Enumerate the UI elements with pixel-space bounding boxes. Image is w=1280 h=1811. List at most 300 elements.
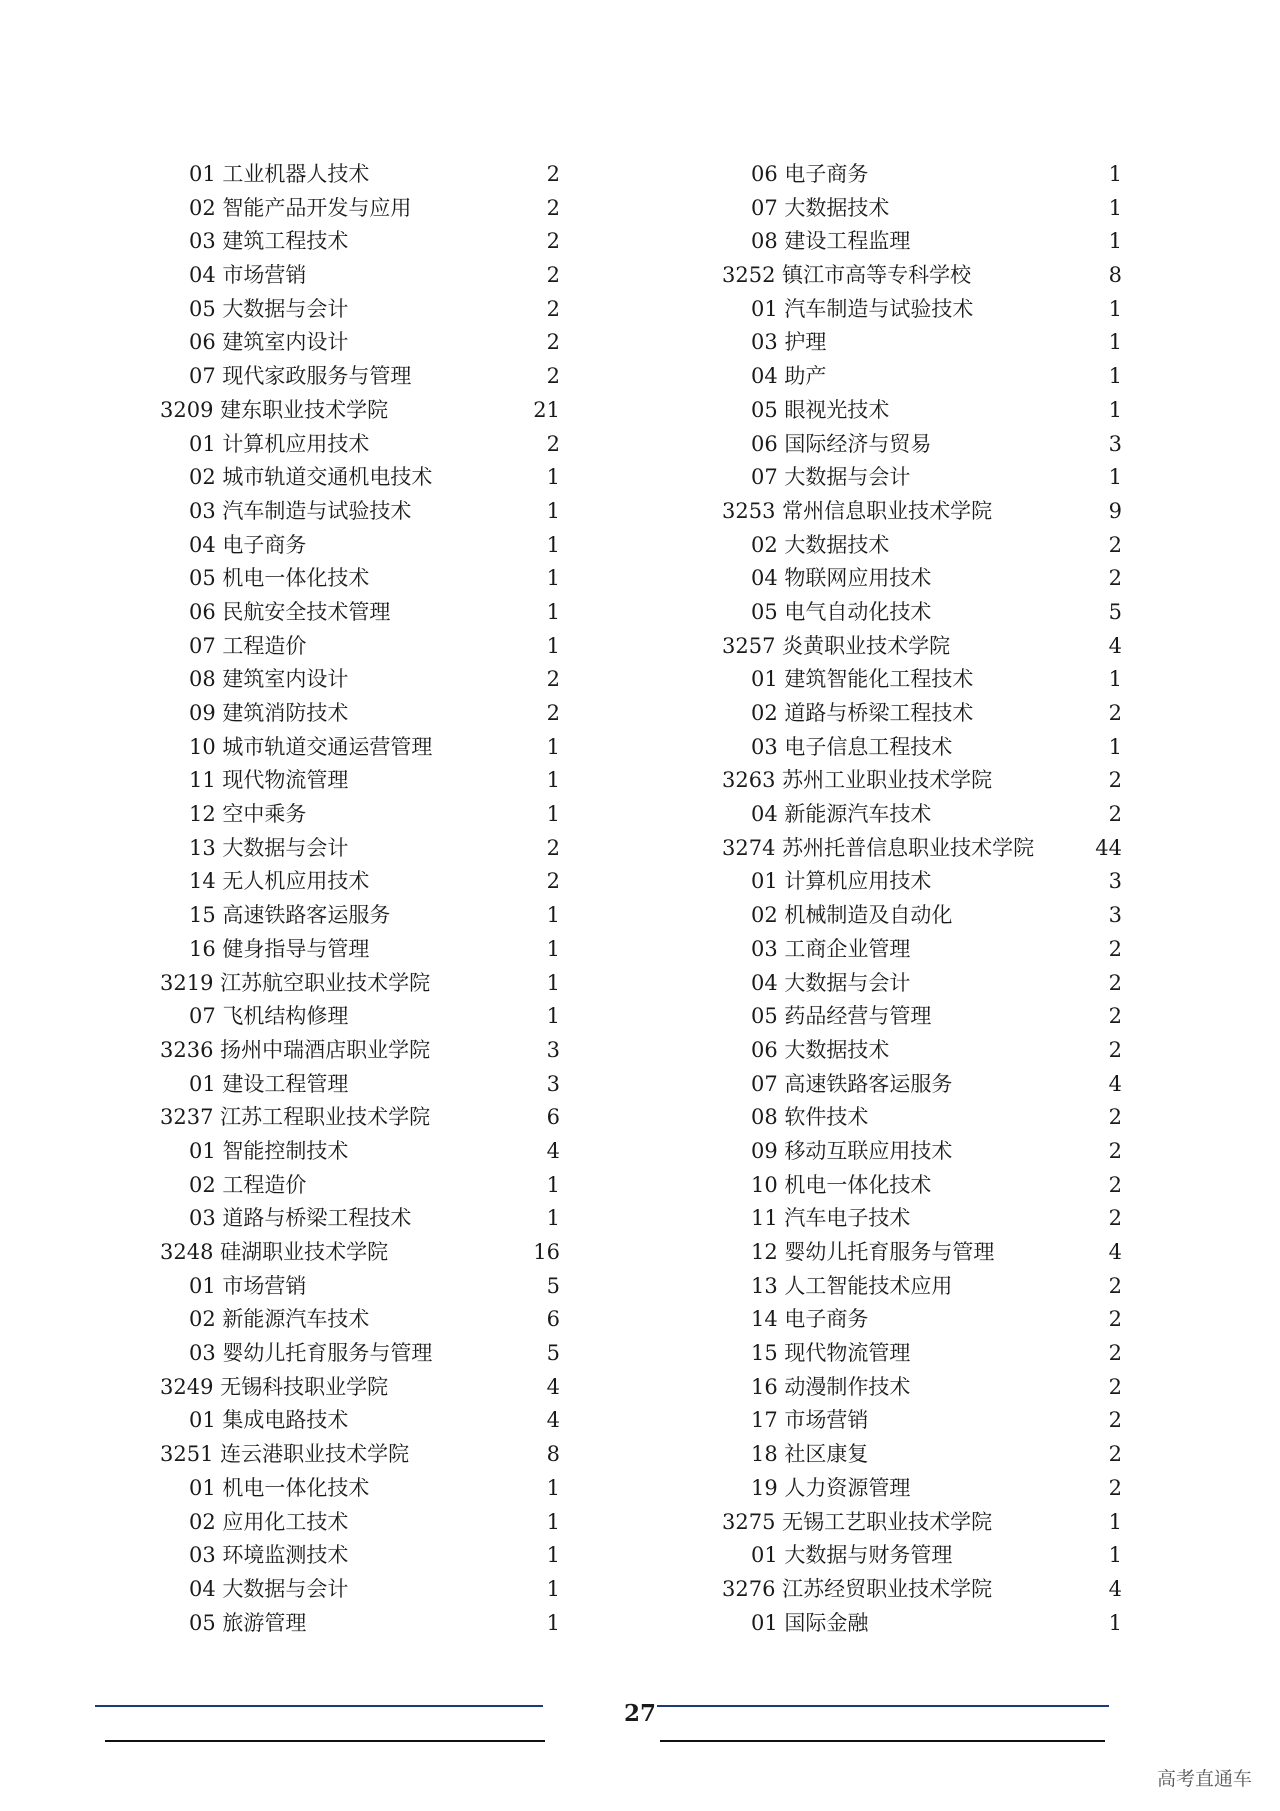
major-row [722,899,1122,933]
item-code: 07 [189,1004,216,1029]
item-code: 14 [751,1307,778,1332]
item-code: 05 [751,599,778,624]
item-code: 01 [189,1475,216,1500]
item-name: 移动互联应用技术 [784,1138,953,1163]
item-count: 8 [1108,263,1122,288]
item-count: 1 [546,1206,560,1231]
item-code: 10 [751,1172,778,1197]
item-code: 02 [751,701,778,725]
item-count: 6 [546,1307,560,1332]
major-row [160,865,560,899]
major-row [160,1303,560,1337]
item-count: 2 [1108,768,1122,793]
item-code: 3236 [160,1037,214,1062]
major-row [722,1101,1122,1135]
item-count: 1 [1108,364,1122,389]
item-name: 无锡工艺职业技术学院 [782,1509,993,1534]
item-count: 4 [1108,1071,1122,1096]
major-row [160,495,560,529]
item-count: 2 [1108,1037,1122,1062]
item-code: 03 [751,330,778,355]
item-name: 新能源汽车技术 [784,802,932,827]
item-code: 03 [189,1206,216,1231]
major-row [722,293,1122,327]
item-code: 13 [751,1273,778,1298]
major-row [722,1236,1122,1270]
item-code: 02 [189,195,216,220]
school-row [160,1034,560,1068]
school-row [160,394,560,428]
major-row [722,1034,1122,1068]
item-name: 建筑智能化工程技术 [784,667,974,692]
item-code: 01 [751,1610,778,1635]
item-code: 05 [189,296,216,321]
item-name: 旅游管理 [222,1610,307,1635]
item-code: 18 [751,1442,778,1467]
item-code: 04 [189,1576,216,1601]
school-row [722,1506,1122,1540]
item-code: 09 [751,1138,778,1163]
item-name: 市场营销 [784,1408,869,1433]
item-name: 硅湖职业技术学院 [220,1240,389,1264]
item-count: 8 [546,1442,560,1467]
item-name: 工业机器人技术 [222,162,370,186]
major-row [160,798,560,832]
major-row [722,428,1122,462]
item-code: 11 [751,1206,778,1231]
item-count: 3 [1108,869,1122,894]
item-name: 动漫制作技术 [784,1374,911,1399]
major-row [160,731,560,765]
item-count: 2 [546,330,560,355]
item-name: 计算机应用技术 [222,431,370,456]
item-count: 2 [546,195,560,220]
item-name: 智能控制技术 [222,1138,349,1163]
major-row [722,663,1122,697]
item-count: 1 [546,1610,560,1635]
item-count: 1 [546,802,560,827]
major-row [160,1202,560,1236]
item-name: 眼视光技术 [784,397,890,422]
item-count: 44 [1095,835,1122,860]
item-name: 电子信息工程技术 [784,734,953,759]
item-count: 2 [1108,1408,1122,1433]
item-name: 建筑室内设计 [222,667,349,692]
item-code: 14 [189,869,216,894]
major-row [160,1068,560,1102]
item-name: 工程造价 [222,1172,307,1197]
item-code: 02 [751,903,778,928]
item-count: 1 [546,566,560,591]
item-count: 2 [546,701,560,725]
item-code: 04 [751,364,778,389]
item-count: 1 [546,1509,560,1534]
item-code: 08 [751,229,778,254]
item-code: 03 [189,1341,216,1366]
item-name: 大数据与会计 [222,1576,349,1601]
item-count: 3 [1108,903,1122,928]
item-count: 2 [1108,1475,1122,1500]
school-row [160,967,560,1001]
school-row [722,259,1122,293]
item-code: 02 [189,1172,216,1197]
item-code: 16 [189,936,216,961]
item-code: 04 [751,970,778,995]
item-count: 1 [546,1475,560,1500]
item-name: 建筑消防技术 [222,701,349,725]
item-count: 1 [546,1543,560,1568]
item-name: 现代家政服务与管理 [222,364,412,389]
item-code: 03 [189,1543,216,1568]
item-count: 4 [1108,1240,1122,1264]
item-count: 1 [1108,397,1122,422]
major-row [160,933,560,967]
major-row [160,764,560,798]
major-row [722,394,1122,428]
item-count: 1 [546,970,560,995]
item-name: 大数据技术 [784,1037,890,1062]
item-code: 12 [189,802,216,827]
item-code: 12 [751,1240,778,1264]
item-code: 3237 [160,1105,214,1130]
item-code: 3251 [160,1442,214,1467]
item-code: 06 [751,162,778,186]
major-row [160,630,560,664]
item-count: 2 [1108,1341,1122,1366]
school-row [160,1438,560,1472]
major-row [722,360,1122,394]
item-name: 应用化工技术 [222,1509,349,1534]
major-row [722,1135,1122,1169]
watermark: 高考直通车 [1156,1768,1252,1790]
item-count: 2 [546,835,560,860]
major-row [722,1169,1122,1203]
item-code: 06 [751,1037,778,1062]
item-count: 2 [1108,1105,1122,1130]
major-row [722,1337,1122,1371]
item-code: 3248 [160,1240,214,1264]
item-name: 大数据与会计 [784,465,911,490]
item-count: 2 [1108,1273,1122,1298]
major-row [722,1472,1122,1506]
major-row [160,1135,560,1169]
item-count: 1 [546,498,560,523]
major-row [160,1573,560,1607]
item-count: 2 [546,431,560,456]
item-count: 2 [546,229,560,254]
item-name: 扬州中瑞酒店职业学院 [220,1037,431,1062]
item-count: 2 [1108,1172,1122,1197]
item-name: 机械制造及自动化 [784,903,953,928]
item-code: 01 [751,1543,778,1568]
major-row [722,1303,1122,1337]
major-row [722,326,1122,360]
major-row [160,428,560,462]
major-row [160,326,560,360]
major-row [160,1404,560,1438]
item-count: 1 [546,633,560,658]
school-row [722,832,1122,866]
item-name: 江苏航空职业技术学院 [220,970,431,995]
item-code: 05 [189,566,216,591]
item-name: 飞机结构修理 [222,1004,349,1029]
item-code: 01 [189,1071,216,1096]
item-name: 城市轨道交通机电技术 [222,465,433,490]
item-code: 02 [751,532,778,557]
major-row [722,865,1122,899]
item-code: 13 [189,835,216,860]
major-row [160,158,560,192]
item-code: 01 [189,431,216,456]
item-count: 2 [546,364,560,389]
item-count: 5 [546,1273,560,1298]
page-number: 27 [623,1700,656,1727]
item-name: 大数据与会计 [222,296,349,321]
item-code: 16 [751,1374,778,1399]
item-count: 1 [1108,195,1122,220]
item-name: 机电一体化技术 [222,566,370,591]
major-row [722,967,1122,1001]
item-count: 1 [1108,734,1122,759]
item-code: 03 [189,498,216,523]
item-count: 6 [546,1105,560,1130]
right-column [722,158,1122,1640]
item-name: 机电一体化技术 [784,1172,932,1197]
item-code: 06 [189,330,216,355]
item-name: 建设工程监理 [784,229,911,254]
major-row [722,1270,1122,1304]
item-code: 09 [189,701,216,725]
item-name: 现代物流管理 [222,768,349,793]
major-row [722,529,1122,563]
major-row [160,1270,560,1304]
school-row [160,1101,560,1135]
major-row [160,899,560,933]
item-name: 大数据技术 [784,532,890,557]
item-name: 大数据与会计 [784,970,911,995]
major-row [160,529,560,563]
item-name: 高速铁路客运服务 [784,1071,953,1096]
item-count: 3 [546,1037,560,1062]
item-count: 2 [1108,1307,1122,1332]
item-name: 物联网应用技术 [784,566,932,591]
major-row [160,461,560,495]
item-code: 05 [751,1004,778,1029]
item-name: 苏州工业职业技术学院 [782,768,993,793]
item-count: 16 [533,1240,560,1264]
major-row [722,1438,1122,1472]
item-name: 人工智能技术应用 [784,1273,953,1298]
item-name: 机电一体化技术 [222,1475,370,1500]
item-code: 01 [189,162,216,186]
item-code: 08 [751,1105,778,1130]
major-row [722,562,1122,596]
item-count: 3 [546,1071,560,1096]
major-row [722,798,1122,832]
item-code: 3263 [722,768,776,793]
item-name: 道路与桥梁工程技术 [784,701,974,725]
item-name: 集成电路技术 [222,1408,349,1433]
major-row [160,832,560,866]
item-count: 21 [533,397,560,422]
item-code: 04 [751,802,778,827]
item-name: 无锡科技职业学院 [220,1374,389,1399]
school-row [722,495,1122,529]
item-count: 1 [546,1004,560,1029]
item-name: 电气自动化技术 [784,599,932,624]
item-code: 05 [189,1610,216,1635]
item-count: 1 [1108,667,1122,692]
major-row [722,1607,1122,1641]
item-count: 2 [1108,1442,1122,1467]
item-code: 07 [189,364,216,389]
item-count: 1 [1108,1543,1122,1568]
item-count: 2 [546,162,560,186]
item-code: 3253 [722,498,776,523]
major-row [160,192,560,226]
major-row [722,225,1122,259]
item-count: 1 [1108,229,1122,254]
item-count: 9 [1108,498,1122,523]
item-count: 1 [546,1576,560,1601]
item-count: 2 [1108,1138,1122,1163]
item-name: 道路与桥梁工程技术 [222,1206,412,1231]
item-name: 软件技术 [784,1105,869,1130]
item-name: 江苏工程职业技术学院 [220,1105,431,1130]
item-name: 大数据与财务管理 [784,1543,953,1568]
item-code: 15 [751,1341,778,1366]
item-name: 高速铁路客运服务 [222,903,391,928]
item-count: 1 [546,768,560,793]
item-count: 2 [1108,566,1122,591]
item-name: 苏州托普信息职业技术学院 [782,835,1035,860]
item-code: 06 [189,599,216,624]
item-count: 2 [1108,1206,1122,1231]
item-count: 2 [546,667,560,692]
major-row [722,596,1122,630]
footer-rule-right-lower [660,1740,1105,1742]
item-count: 1 [1108,296,1122,321]
item-code: 3257 [722,633,776,658]
item-count: 1 [1108,162,1122,186]
major-row [722,697,1122,731]
item-count: 2 [1108,532,1122,557]
major-row [160,596,560,630]
item-code: 03 [189,229,216,254]
item-name: 建筑室内设计 [222,330,349,355]
item-code: 04 [189,263,216,288]
item-count: 1 [1108,465,1122,490]
item-code: 07 [189,633,216,658]
item-name: 人力资源管理 [784,1475,911,1500]
item-name: 空中乘务 [222,802,307,827]
item-name: 健身指导与管理 [222,936,370,961]
item-code: 3275 [722,1509,776,1534]
item-code: 07 [751,465,778,490]
major-row [160,1337,560,1371]
item-name: 计算机应用技术 [784,869,932,894]
item-code: 3249 [160,1374,214,1399]
item-code: 02 [189,465,216,490]
item-code: 3209 [160,397,214,422]
item-count: 2 [546,869,560,894]
major-row [160,697,560,731]
item-code: 11 [189,768,216,793]
item-code: 08 [189,667,216,692]
item-name: 汽车制造与试验技术 [222,498,412,523]
item-count: 1 [1108,1509,1122,1534]
item-code: 3276 [722,1576,776,1601]
school-row [160,1371,560,1405]
major-row [722,1202,1122,1236]
major-row [160,293,560,327]
major-row [160,562,560,596]
left-column [160,158,560,1640]
major-row [160,663,560,697]
item-code: 3219 [160,970,214,995]
item-name: 镇江市高等专科学校 [782,263,972,288]
item-name: 大数据与会计 [222,835,349,860]
item-count: 2 [546,296,560,321]
school-row [722,764,1122,798]
item-code: 3274 [722,835,776,860]
item-name: 汽车制造与试验技术 [784,296,974,321]
item-code: 02 [189,1509,216,1534]
item-name: 市场营销 [222,1273,307,1298]
major-row [722,158,1122,192]
item-code: 01 [189,1408,216,1433]
item-count: 4 [546,1408,560,1433]
item-name: 连云港职业技术学院 [220,1442,410,1467]
item-code: 03 [751,936,778,961]
item-name: 药品经营与管理 [784,1004,932,1029]
item-code: 07 [751,1071,778,1096]
footer-rule-left-lower [105,1740,545,1742]
major-row [722,1404,1122,1438]
item-code: 03 [751,734,778,759]
item-count: 1 [546,936,560,961]
item-count: 1 [1108,330,1122,355]
item-count: 1 [546,734,560,759]
item-name: 城市轨道交通运营管理 [222,734,433,759]
item-code: 01 [189,1273,216,1298]
major-row [722,1000,1122,1034]
major-row [160,1169,560,1203]
item-name: 工商企业管理 [784,936,911,961]
item-count: 1 [546,903,560,928]
item-name: 电子商务 [784,162,869,186]
item-name: 国际经济与贸易 [784,431,932,456]
major-row [160,1539,560,1573]
item-name: 社区康复 [784,1442,869,1467]
item-name: 电子商务 [222,532,307,557]
item-name: 智能产品开发与应用 [222,195,412,220]
item-count: 5 [1108,599,1122,624]
item-count: 1 [1108,1610,1122,1635]
item-code: 15 [189,903,216,928]
item-count: 1 [546,599,560,624]
item-count: 2 [1108,1004,1122,1029]
item-count: 2 [1108,802,1122,827]
item-name: 国际金融 [784,1610,869,1635]
item-code: 06 [751,431,778,456]
item-name: 大数据技术 [784,195,890,220]
item-name: 汽车电子技术 [784,1206,911,1231]
item-count: 2 [1108,970,1122,995]
item-code: 02 [189,1307,216,1332]
item-name: 环境监测技术 [222,1543,349,1568]
item-name: 无人机应用技术 [222,869,370,894]
